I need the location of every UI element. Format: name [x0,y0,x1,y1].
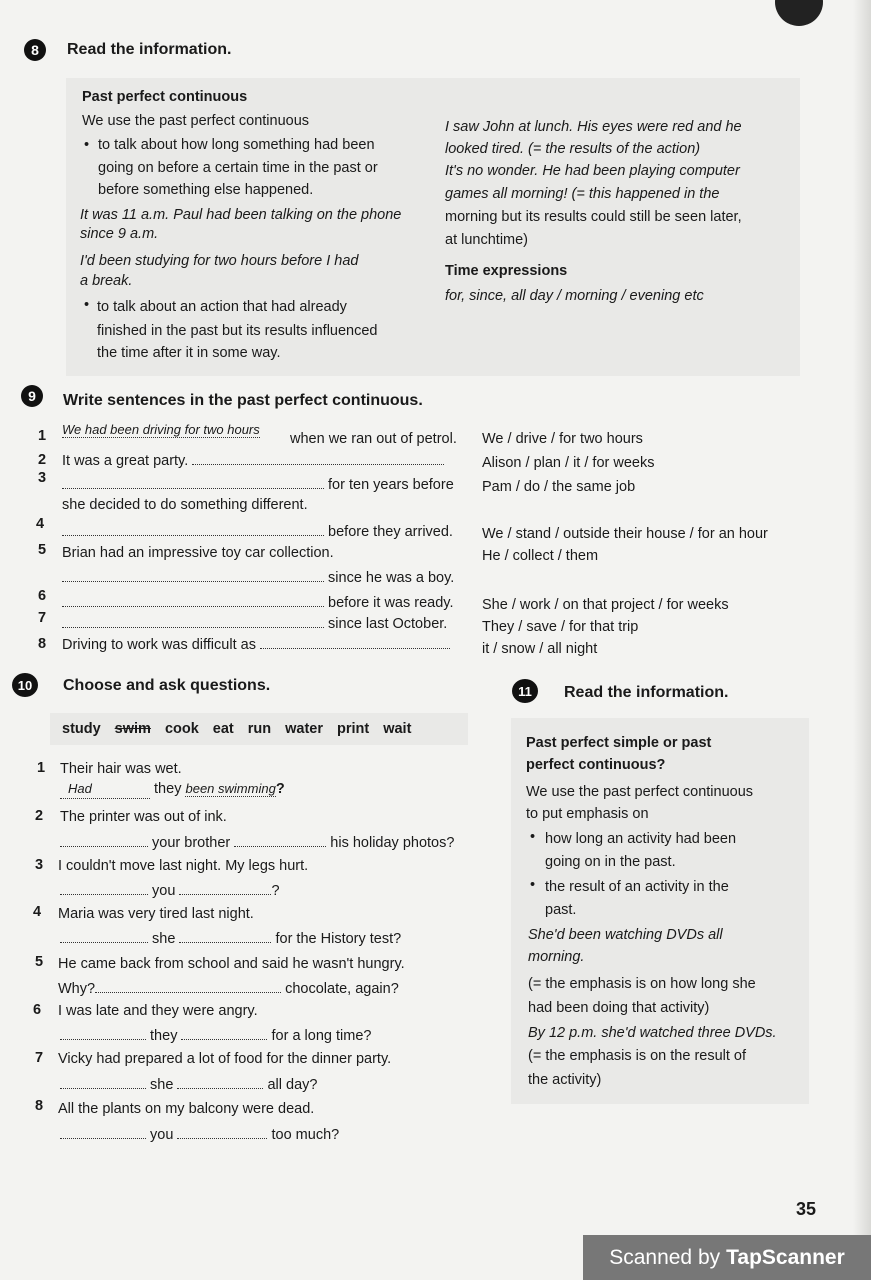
item-number: 2 [38,452,47,468]
ex11-note2-line2: the activity) [528,1072,602,1088]
ex11-bullet2-line2: past. [545,902,577,918]
answer-blank[interactable] [60,930,148,943]
ex10-item6-subject: they [150,1028,178,1044]
ex9-item2-stem: It was a great party. [62,453,189,469]
ex9-item1-text: when we ran out of petrol. [290,431,457,447]
ex9-item2-prompt: Alison / plan / it / for weeks [482,455,655,471]
item-number: 6 [38,588,47,604]
ex8-example1-line2: since 9 a.m. [80,226,159,242]
bullet-icon: • [84,137,90,153]
item-number: 8 [38,636,47,652]
answer-blank[interactable] [179,930,271,943]
ex8-heading: Past perfect continuous [82,89,248,105]
exercise-11-badge: 11 [512,679,538,703]
ex10-item8-end: too much? [271,1127,340,1143]
ex10-item3-subject: you [152,883,176,899]
bullet-icon: • [84,297,90,313]
word-run: run [247,721,272,737]
ex8-bullet1-line3: before something else happened. [98,182,314,198]
bullet-icon: • [530,829,536,845]
ex11-note2-line1: (= the emphasis is on the result of [528,1048,747,1064]
handwritten-answer: been swimming [185,781,276,796]
scanner-prefix: Scanned by [609,1245,721,1269]
ex9-item5-cont [62,569,454,587]
ex10-item5-why: Why? [58,981,96,997]
ex8-time-heading: Time expressions [445,263,568,279]
exercise-10-badge: 10 [12,673,38,697]
item-number: 3 [38,470,47,486]
answer-blank[interactable] [60,1126,146,1139]
scanner-brand: TapScanner [726,1245,845,1269]
exercise-11-info-box [511,718,809,1104]
word-bank [50,713,468,745]
ex10-item7-stem: Vicky had prepared a lot of food for the dinner party. [58,1051,392,1067]
ex9-item8-text [62,636,450,654]
item-number: 2 [35,808,44,824]
answer-blank[interactable] [234,834,326,847]
ex8-example2-line2: a break. [80,273,133,289]
ex9-item1-answer [62,421,260,439]
item-number: 1 [37,760,46,776]
ex11-intro-line1: We use the past perfect continuous [526,784,754,800]
ex10-item8-stem: All the plants on my balcony were dead. [58,1101,315,1117]
answer-blank[interactable] [192,452,444,465]
ex8-right-line6: at lunchtime) [445,232,529,248]
ex10-item4-stem: Maria was very tired last night. [58,906,254,922]
ex10-item2-stem: The printer was out of ink. [60,809,227,825]
word-swim-crossed: swim [114,721,151,737]
ex8-bullet2-line3: the time after it in some way. [97,345,281,361]
ex11-bullet1-line1: how long an activity had been [545,831,737,847]
ex10-item3-question [60,882,280,900]
ex11-example1-line2: morning. [528,949,585,965]
ex10-item7-subject: she [150,1077,174,1093]
ex10-item7-question [60,1076,317,1094]
ex10-item2-subject: your brother [152,835,231,851]
answer-blank[interactable] [60,882,148,895]
ex9-item4-prompt: We / stand / outside their house / for an hour [482,526,768,542]
ex10-item8-subject: you [150,1127,174,1143]
ex10-item1-end: ? [275,781,285,797]
ex9-item6-prompt: She / work / on that project / for weeks [482,597,729,613]
word-eat: eat [212,721,234,737]
word-print: print [337,721,370,737]
ex10-item6-stem: I was late and they were angry. [58,1003,258,1019]
ex8-right-line2: looked tired. (= the results of the action) [445,141,701,157]
ex8-time-text: for, since, all day / morning / evening etc [445,288,704,304]
ex9-item1-prompt: We / drive / for two hours [482,431,643,447]
ex9-item3-cont: she decided to do something different. [62,497,308,513]
ex11-example2: By 12 p.m. she'd watched three DVDs. [528,1025,777,1041]
ex11-heading-line1: Past perfect simple or past [526,735,712,751]
ex10-item1-subject: they [154,781,182,797]
ex10-item3-stem: I couldn't move last night. My legs hurt. [58,858,309,874]
ex8-right-line5: morning but its results could still be seen later, [445,209,742,225]
answer-blank[interactable] [62,523,324,536]
exercise-10-title: Choose and ask questions. [63,677,271,694]
ex8-intro: We use the past perfect continuous [82,113,310,129]
item-number: 3 [35,857,44,873]
ex10-item4-end: for the History test? [275,931,402,947]
ex9-item4-stem: before they arrived. [328,524,453,540]
ex11-example1-line1: She'd been watching DVDs all [528,927,723,943]
ex9-item7-text [62,615,447,633]
ex9-item6-text [62,594,454,612]
ex10-item5-end: chocolate, again? [285,981,399,997]
ex11-bullet1-line2: going on in the past. [545,854,676,870]
answer-blank[interactable] [260,636,450,649]
item-number: 5 [38,542,47,558]
ex9-item8-stem: Driving to work was difficult as [62,637,256,653]
ex10-item4-subject: she [152,931,176,947]
ex8-right-line1: I saw John at lunch. His eyes were red and he [445,119,742,135]
word-study: study [62,721,101,737]
item-number: 5 [35,954,44,970]
exercise-11-title: Read the information. [564,684,729,701]
ex10-item2-question [60,834,454,852]
ex10-item6-end: for a long time? [271,1028,372,1044]
answer-blank[interactable] [95,980,281,993]
item-number: 8 [35,1098,44,1114]
ex10-item8-question [60,1126,339,1144]
ex11-note1-line2: had been doing that activity) [528,1000,710,1016]
exercise-8-info-box [66,78,800,376]
page-number: 35 [796,1199,817,1219]
ex8-example2-line1: I'd been studying for two hours before I had [80,253,359,269]
ex9-item7-stem: since last October. [328,616,448,632]
answer-blank[interactable] [60,1076,146,1089]
ex9-item3-prompt: Pam / do / the same job [482,479,636,495]
ex10-item7-end: all day? [267,1077,318,1093]
ex9-item5-text: Brian had an impressive toy car collection. [62,545,334,561]
word-bank-list [62,720,425,738]
word-wait: wait [383,721,412,737]
answer-blank[interactable] [62,476,324,489]
page-edge [853,0,871,1280]
ex10-item2-end: his holiday photos? [330,835,455,851]
item-number: 4 [36,516,45,532]
ex10-item4-question [60,930,401,948]
exercise-8-title: Read the information. [67,41,232,58]
answer-blank[interactable] [177,1076,263,1089]
answer-blank[interactable] [62,615,324,628]
ex10-item1-question [60,780,285,799]
answer-blank[interactable] [177,1126,267,1139]
ex8-right-line3: It's no wonder. He had been playing computer [445,163,740,179]
answer-blank[interactable] [181,1027,267,1040]
item-number: 7 [38,610,47,626]
ex9-item3-text [62,476,454,494]
ex9-item8-prompt: it / snow / all night [482,641,598,657]
answer-blank[interactable] [60,1027,146,1040]
ex10-item3-end: ? [271,883,280,899]
ex10-item1-stem: Their hair was wet. [60,761,182,777]
answer-blank[interactable] [60,834,148,847]
ex9-item6-stem: before it was ready. [328,595,454,611]
ex11-heading-line2: perfect continuous? [526,757,666,773]
item-number: 4 [33,904,42,920]
answer-blank[interactable] [62,569,324,582]
ex8-bullet1-line2: going on before a certain time in the past or [98,160,378,176]
item-number: 1 [38,428,47,444]
exercise-9-badge: 9 [21,385,43,407]
ex9-item5-cont-text: since he was a boy. [328,570,455,586]
exercise-8-badge: 8 [24,39,46,61]
word-cook: cook [164,721,199,737]
ex11-bullet2-line1: the result of an activity in the [545,879,729,895]
word-water: water [285,721,323,737]
ex9-item3-stem: for ten years before [328,477,454,493]
ex8-example1-line1: It was 11 a.m. Paul had been talking on the phone [80,207,402,223]
item-number: 7 [35,1050,44,1066]
ex10-item5-question [58,980,399,998]
ex8-bullet2-line1: to talk about an action that had already [97,299,347,315]
ex8-bullet1-line1: to talk about how long something had been [98,137,375,153]
ex11-note1-line1: (= the emphasis is on how long she [528,976,756,992]
item-number: 6 [33,1002,42,1018]
unit-tab [775,0,823,26]
ex10-item5-stem: He came back from school and said he wasn't hungry. [58,956,405,972]
ex8-right-line4: games all morning! (= this happened in the [445,186,720,202]
exercise-9-title: Write sentences in the past perfect continuous. [63,392,423,409]
ex9-item2-text [62,452,444,470]
ex9-item7-prompt: They / save / for that trip [482,619,639,635]
ex8-bullet2-line2: finished in the past but its results influenced [97,323,378,339]
answer-blank[interactable] [62,594,324,607]
bullet-icon: • [530,877,536,893]
handwritten-answer: Had [60,780,150,799]
ex9-item4-text [62,523,453,541]
handwritten-answer: We had been driving for two hours [62,422,260,437]
ex10-item6-question [60,1027,371,1045]
answer-blank[interactable] [179,882,271,895]
ex9-item5-prompt: He / collect / them [482,548,599,564]
ex11-intro-line2: to put emphasis on [526,806,649,822]
scanner-watermark [583,1235,871,1280]
